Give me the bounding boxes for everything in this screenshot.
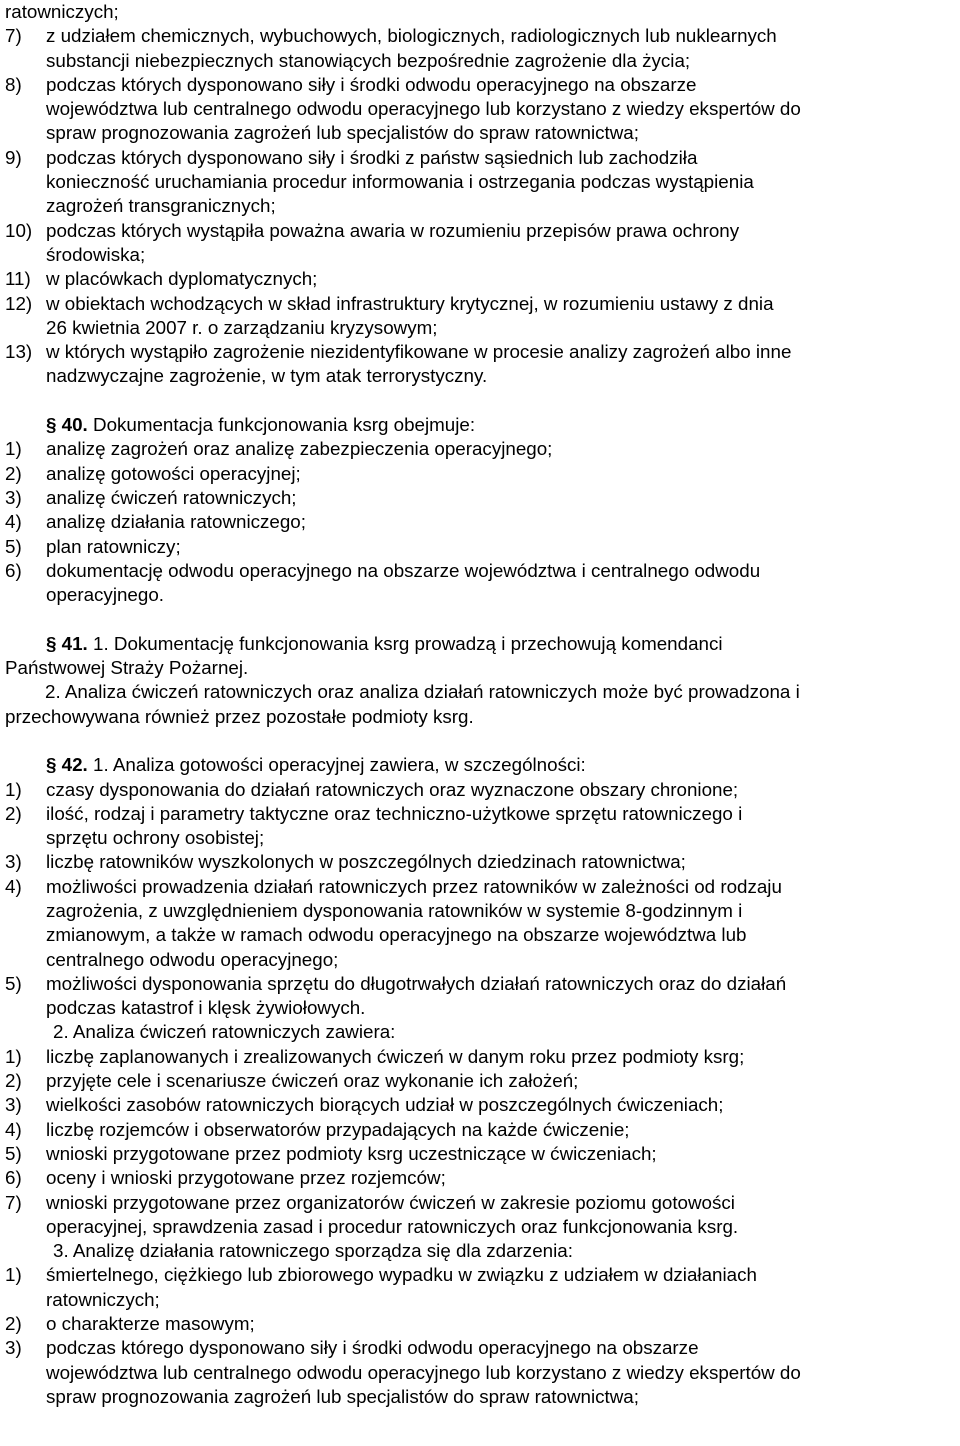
list-item-text: sprzętu ochrony osobistej;	[46, 827, 265, 849]
list-item-number: 1)	[5, 438, 22, 460]
list-item-continuation	[5, 1361, 944, 1385]
list-item-text: spraw prognozowania zagrożeń lub specjalistów do spraw ratownictwa;	[46, 1385, 639, 1407]
list-item-continuation	[5, 49, 944, 73]
list-item-number: 1)	[5, 1045, 22, 1067]
list-item-text: analizę działania ratowniczego;	[46, 511, 306, 533]
list-item-number: 7)	[5, 1191, 22, 1213]
list-item	[5, 73, 944, 97]
list-item-text: przyjęte cele i scenariusze ćwiczeń oraz wykonanie ich założeń;	[46, 1070, 579, 1092]
list-item	[5, 1093, 944, 1117]
list-item-text: centralnego odwodu operacyjnego;	[46, 948, 339, 970]
list-item-number: 6)	[5, 1167, 22, 1189]
list-item-number: 2)	[5, 1070, 22, 1092]
paragraph-42-number: § 42.	[46, 754, 88, 776]
paragraph-41-ust2-continuation: przechowywana również przez pozostałe podmioty ksrg.	[5, 705, 474, 727]
paragraph-41-ust1-continuation: Państwowej Straży Pożarnej.	[5, 657, 249, 679]
list-item-number: 7)	[5, 25, 22, 47]
list-item-text: podczas których dysponowano siły i środki z państw sąsiednich lub zachodziła	[46, 146, 698, 168]
list-item	[5, 802, 944, 826]
paragraph-41-number: § 41.	[46, 632, 88, 654]
list-item-number: 2)	[5, 1313, 22, 1335]
spacer	[5, 389, 944, 413]
paragraph-42-ust1-number: 1.	[93, 754, 109, 776]
list-item	[5, 510, 944, 534]
paragraph-41-heading	[5, 632, 944, 656]
list-item	[5, 146, 944, 170]
list-item-number: 10)	[5, 219, 33, 241]
paragraph-42-ust2-text: 2. Analiza ćwiczeń ratowniczych zawiera:	[53, 1021, 396, 1043]
list-item-text: możliwości prowadzenia działań ratowniczych przez ratowników w zależności od rodzaju	[46, 875, 782, 897]
list-item-text: zmianowym, a także w ramach odwodu operacyjnego na obszarze województwa lub	[46, 924, 747, 946]
spacer	[5, 729, 944, 753]
list-item	[5, 340, 944, 364]
list-item-text: nadzwyczajne zagrożenie, w tym atak terrorystyczny.	[46, 365, 488, 387]
list-item-text: wielkości zasobów ratowniczych biorących udział w poszczególnych ćwiczeniach;	[46, 1094, 724, 1116]
list-item-number: 12)	[5, 292, 33, 314]
list-item-number: 4)	[5, 511, 22, 533]
list-item-number: 9)	[5, 146, 22, 168]
list-item-continuation	[5, 583, 944, 607]
list-item	[5, 1263, 944, 1287]
list-item-text: analizę ćwiczeń ratowniczych;	[46, 486, 297, 508]
paragraph-42-ust2-list	[5, 1045, 944, 1239]
list-item-continuation	[5, 170, 944, 194]
list-item	[5, 292, 944, 316]
list-item-continuation	[5, 121, 944, 145]
list-item-text: o charakterze masowym;	[46, 1313, 255, 1335]
list-item-text: dokumentację odwodu operacyjnego na obszarze województwa i centralnego odwodu	[46, 559, 761, 581]
paragraph-41-ust2-text: 2. Analiza ćwiczeń ratowniczych oraz analiza działań ratowniczych może być prowadzona i	[45, 681, 800, 703]
list-item-text: podczas których wystąpiła poważna awaria w rozumieniu przepisów prawa ochrony	[46, 219, 740, 241]
list-item	[5, 1166, 944, 1190]
list-item-number: 4)	[5, 1118, 22, 1140]
paragraph-42-heading	[5, 753, 944, 777]
list-item-number: 1)	[5, 778, 22, 800]
paragraph-42-ust3-list	[5, 1263, 944, 1409]
paragraph-40-text: Dokumentacja funkcjonowania ksrg obejmuje:	[93, 414, 476, 436]
list-item-text: zagrożenia, z uwzględnieniem dysponowania ratowników w systemie 8-godzinnym i	[46, 899, 743, 921]
spacer	[5, 607, 944, 631]
list-item-text: województwa lub centralnego odwodu operacyjnego lub korzystano z wiedzy ekspertów do	[46, 1361, 801, 1383]
list-item-number: 3)	[5, 1094, 22, 1116]
list-item-text: czasy dysponowania do działań ratowniczych oraz wyznaczone obszary chronione;	[46, 778, 739, 800]
list-item-text: operacyjnego.	[46, 584, 164, 606]
list-item	[5, 1191, 944, 1215]
incident-list	[5, 24, 944, 388]
paragraph-42-ust1-text: Analiza gotowości operacyjnej zawiera, w szczególności:	[112, 754, 586, 776]
list-item-number: 1)	[5, 1264, 22, 1286]
list-item-text: w których wystąpiło zagrożenie niezidentyfikowane w procesie analizy zagrożeń albo inne	[46, 341, 792, 363]
list-item-continuation	[5, 826, 944, 850]
list-item-text: analizę zagrożeń oraz analizę zabezpieczenia operacyjnego;	[46, 438, 553, 460]
list-item-continuation	[5, 97, 944, 121]
list-item-continuation	[5, 364, 944, 388]
list-item-text: operacyjnej, sprawdzenia zasad i procedur ratowniczych oraz funkcjonowania ksrg.	[46, 1215, 739, 1237]
list-item-number: 5)	[5, 535, 22, 557]
list-item-text: wnioski przygotowane przez podmioty ksrg uczestniczące w ćwiczeniach;	[46, 1142, 657, 1164]
list-item	[5, 850, 944, 874]
list-item	[5, 778, 944, 802]
list-item-text: analizę gotowości operacyjnej;	[46, 462, 301, 484]
list-item-text: ilość, rodzaj i parametry taktyczne oraz techniczno-użytkowe sprzętu ratowniczego i	[46, 802, 743, 824]
list-item-text: liczbę zaplanowanych i zrealizowanych ćwiczeń w danym roku przez podmioty ksrg;	[46, 1045, 745, 1067]
list-item-text: zagrożeń transgranicznych;	[46, 195, 276, 217]
list-item	[5, 462, 944, 486]
list-item	[5, 1069, 944, 1093]
list-item-continuation	[5, 316, 944, 340]
list-item-continuation	[5, 923, 944, 947]
list-item-number: 13)	[5, 341, 33, 363]
list-item	[5, 267, 944, 291]
list-item-text: plan ratowniczy;	[46, 535, 181, 557]
list-item-number: 8)	[5, 73, 22, 95]
list-item-continuation	[5, 996, 944, 1020]
paragraph-42-ust3-text: 3. Analizę działania ratowniczego sporządza się dla zdarzenia:	[53, 1240, 573, 1262]
list-item	[5, 535, 944, 559]
list-item-text: środowiska;	[46, 243, 146, 265]
list-item-text: oceny i wnioski przygotowane przez rozjemców;	[46, 1167, 446, 1189]
list-item-text: województwa lub centralnego odwodu operacyjnego lub korzystano z wiedzy ekspertów do	[46, 98, 801, 120]
paragraph-40-heading	[5, 413, 944, 437]
list-item-text: możliwości dysponowania sprzętu do długotrwałych działań ratowniczych oraz do działań	[46, 972, 787, 994]
list-item-number: 11)	[5, 268, 31, 290]
list-item-text: ratowniczych;	[46, 1288, 160, 1310]
list-item-text: śmiertelnego, ciężkiego lub zbiorowego wypadku w związku z udziałem w działaniach	[46, 1264, 757, 1286]
list-item-text: z udziałem chemicznych, wybuchowych, biologicznych, radiologicznych lub nuklearnych	[46, 25, 777, 47]
list-item-text: 26 kwietnia 2007 r. o zarządzaniu kryzysowym;	[46, 316, 438, 338]
paragraph-40-list	[5, 437, 944, 607]
list-item	[5, 559, 944, 583]
list-item-text: podczas którego dysponowano siły i środki odwodu operacyjnego na obszarze	[46, 1337, 699, 1359]
list-item-text: konieczność uruchamiania procedur informowania i ostrzegania podczas wystąpienia	[46, 171, 754, 193]
list-item	[5, 1142, 944, 1166]
list-item	[5, 972, 944, 996]
list-item-continuation	[5, 1385, 944, 1409]
list-item-number: 3)	[5, 851, 22, 873]
list-item-number: 5)	[5, 1142, 22, 1164]
list-item	[5, 219, 944, 243]
list-item-continuation	[5, 948, 944, 972]
list-item-continuation	[5, 899, 944, 923]
list-item-continuation	[5, 243, 944, 267]
list-item	[5, 24, 944, 48]
list-item-continuation	[5, 1288, 944, 1312]
list-item-continuation	[5, 194, 944, 218]
list-item-text: substancji niebezpiecznych stanowiących bezpośrednie zagrożenie dla życia;	[46, 49, 691, 71]
paragraph-40-number: § 40.	[46, 414, 88, 436]
list-item	[5, 1336, 944, 1360]
list-item	[5, 437, 944, 461]
list-item	[5, 1118, 944, 1142]
list-item-number: 2)	[5, 462, 22, 484]
paragraph-41-ust1-text: Dokumentację funkcjonowania ksrg prowadzą i przechowują komendanci	[113, 632, 723, 654]
list-item-text: spraw prognozowania zagrożeń lub specjalistów do spraw ratownictwa;	[46, 122, 639, 144]
list-item-text: liczbę rozjemców i obserwatorów przypadających na każde ćwiczenie;	[46, 1118, 630, 1140]
list-item-text: w placówkach dyplomatycznych;	[46, 268, 318, 290]
list-item-text: liczbę ratowników wyszkolonych w poszczególnych dziedzinach ratownictwa;	[46, 851, 686, 873]
list-item-text: podczas katastrof i klęsk żywiołowych.	[46, 997, 366, 1019]
list-item-text: wnioski przygotowane przez organizatorów ćwiczeń w zakresie poziomu gotowości	[46, 1191, 735, 1213]
list-item-number: 5)	[5, 972, 22, 994]
list-item	[5, 486, 944, 510]
list-item-continuation	[5, 1215, 944, 1239]
paragraph-41-ust1-number: 1.	[93, 632, 109, 654]
list-item-number: 3)	[5, 1337, 22, 1359]
paragraph-42-ust1-list	[5, 778, 944, 1021]
list-item-text: w obiektach wchodzących w skład infrastruktury krytycznej, w rozumieniu ustawy z dnia	[46, 292, 774, 314]
list-item-number: 3)	[5, 486, 22, 508]
list-item	[5, 875, 944, 899]
list-item-number: 4)	[5, 875, 22, 897]
list-item-number: 2)	[5, 802, 22, 824]
list-item-number: 6)	[5, 559, 22, 581]
continuation-text: ratowniczych;	[5, 1, 119, 22]
list-item	[5, 1312, 944, 1336]
list-item	[5, 1045, 944, 1069]
list-item-text: podczas których dysponowano siły i środki odwodu operacyjnego na obszarze	[46, 73, 697, 95]
